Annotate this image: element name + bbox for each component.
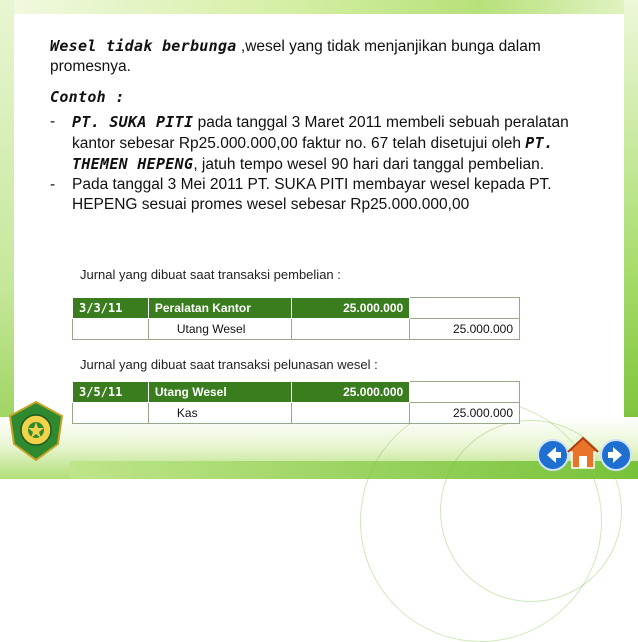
frame-top-border [0,0,638,14]
slide-content [50,36,610,215]
credit-cell [410,298,520,319]
date-cell [73,319,149,340]
account-cell: Kas [148,403,292,424]
account-cell: Utang Wesel [148,382,292,403]
account-cell: Utang Wesel [148,319,292,340]
bullet-dash: - [50,176,56,193]
debit-cell: 25.000.000 [292,382,410,403]
company-name: PT. SUKA PITI [72,113,194,131]
definition-text: ,wesel yang tidak menjanjikan bunga dalam promesnya. [50,38,541,75]
forward-button[interactable] [600,439,632,471]
account-cell: Peralatan Kantor [148,298,292,319]
frame-right-border [624,0,638,479]
journal-settlement-table [72,381,520,424]
debit-cell [292,319,410,340]
home-icon [566,434,600,470]
item-text: Pada tanggal 3 Mei 2011 PT. SUKA PITI membayar wesel kepada PT. HEPENG sesuai promes wesel sebesar Rp25.000.000,00 [72,176,552,213]
definition-term: Wesel tidak berbunga [50,37,237,55]
journal-purchase-table [72,297,520,340]
school-logo [8,400,64,462]
company-name: PT. THEMEN HEPENG [72,134,554,173]
bullet-dash: - [50,113,56,130]
item-text: pada tanggal 3 Maret 2011 membeli sebuah peralatan kantor sebesar Rp25.000.000,00 faktur no. 67 telah disetujui oleh [72,114,569,152]
debit-cell [292,403,410,424]
arrow-left-icon [537,439,569,471]
example-item-1 [50,112,610,175]
credit-cell: 25.000.000 [410,403,520,424]
example-heading: Contoh : [50,88,125,106]
journal-settlement-label: Jurnal yang dibuat saat transaksi pelunasan wesel : [80,357,378,372]
debit-cell: 25.000.000 [292,298,410,319]
table-row [73,382,520,403]
table-row [73,298,520,319]
date-cell: 3/5/11 [73,382,149,403]
table-row [73,319,520,340]
arrow-right-icon [600,439,632,471]
date-cell [73,403,149,424]
journal-purchase-label: Jurnal yang dibuat saat transaksi pembelian : [80,267,341,282]
back-button[interactable] [537,439,569,471]
credit-cell: 25.000.000 [410,319,520,340]
example-item-2 [50,175,610,215]
home-button[interactable] [566,434,600,470]
item-text: , jatuh tempo wesel 90 hari dari tanggal pembelian. [193,156,544,173]
date-cell: 3/3/11 [73,298,149,319]
credit-cell [410,382,520,403]
definition-paragraph [50,36,610,77]
table-row [73,403,520,424]
